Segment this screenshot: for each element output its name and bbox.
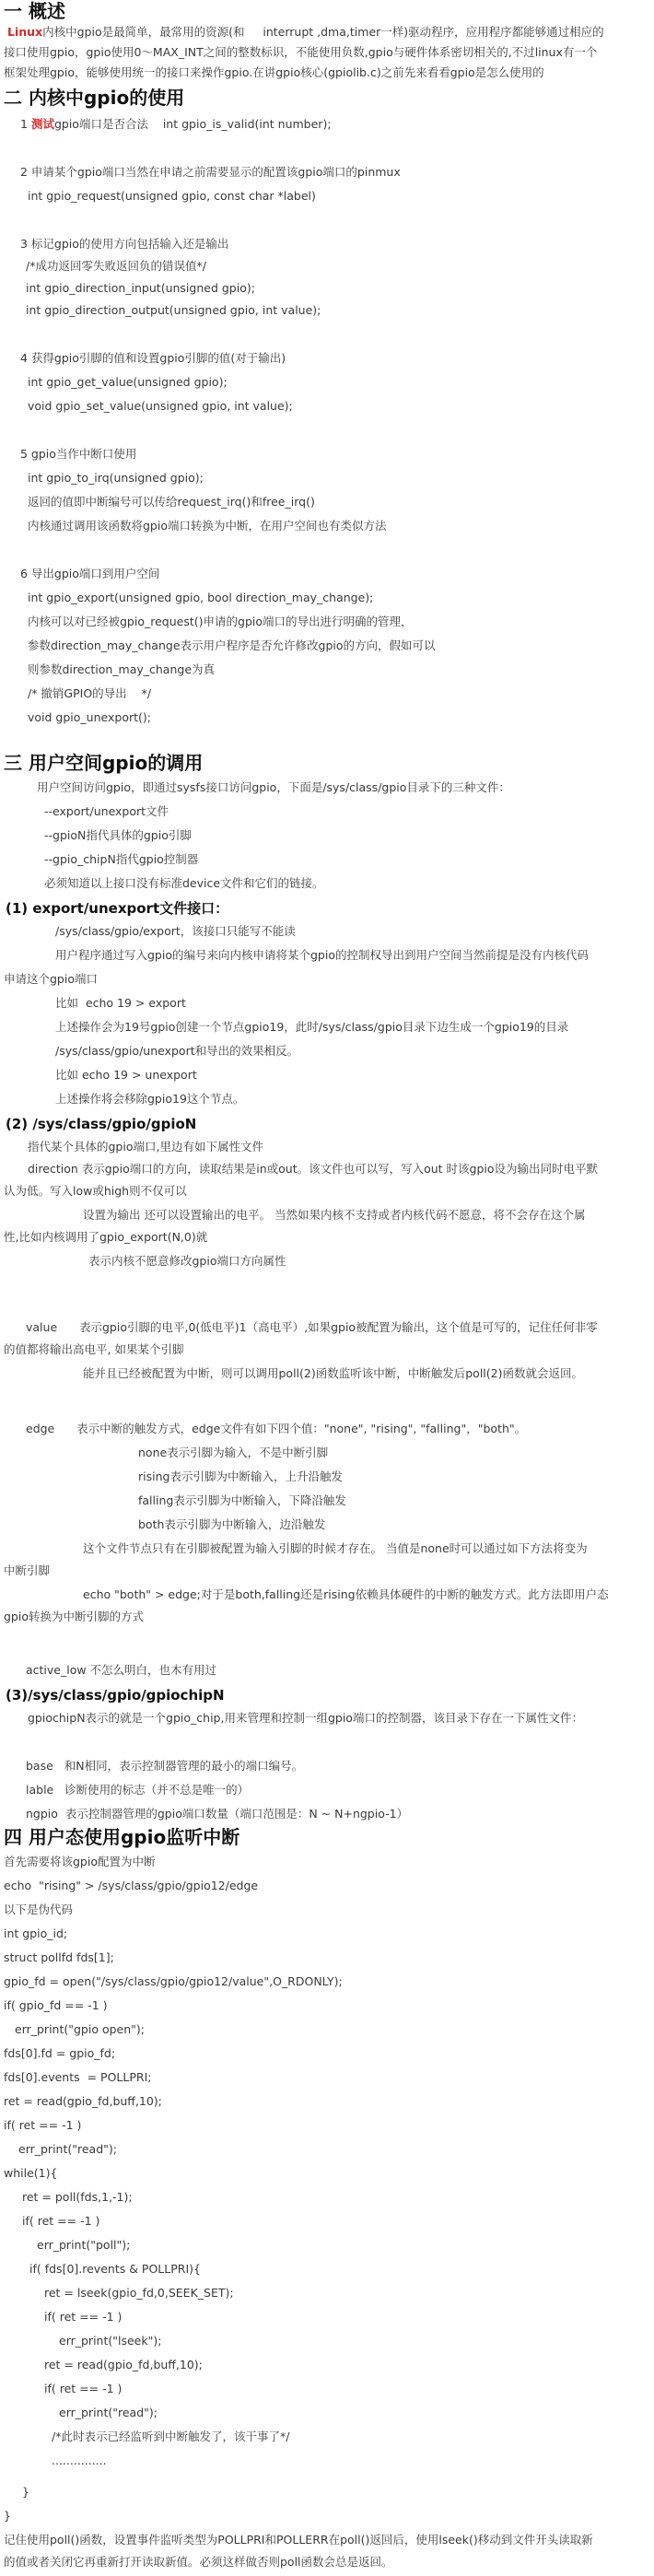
text-run: 参数direction_may_change表示用户程序是否允许修改gpio的方向，假如可以 <box>28 638 436 652</box>
text-run: void gpio_unexport(); <box>28 710 151 724</box>
text-line <box>55 1043 298 1060</box>
text-line <box>4 1997 108 2014</box>
text-run: ret = read(gpio_fd,buff,10); <box>4 2094 162 2108</box>
text-line <box>26 1758 303 1774</box>
text-line <box>4 2069 151 2086</box>
text-line <box>22 2189 133 2206</box>
text-line <box>28 1161 598 1177</box>
text-run: --gpio_chipN指代gpio控制器 <box>44 852 199 866</box>
text-run: if( ret == -1 ) <box>22 2214 100 2228</box>
text-run: rising表示引脚为中断输入，上升沿触发 <box>138 1469 343 1483</box>
text-line <box>28 685 151 702</box>
text-run: if( ret == -1 ) <box>44 2382 123 2395</box>
text-line <box>44 2357 203 2373</box>
text-line <box>7 24 604 41</box>
text-line <box>28 709 151 726</box>
text-run: echo "rising" > /sys/class/gpio/gpio12/edge <box>4 1879 259 1892</box>
text-run: 三 用户空间gpio的调用 <box>4 752 204 774</box>
text-line <box>28 1710 583 1727</box>
text-run: err_print("gpio open"); <box>15 2022 145 2036</box>
text-run: 这个文件节点只有在引脚被配置为输入引脚的时候才存在。 当值是none时可以通过如下方法将变为 <box>83 1541 588 1555</box>
text-line <box>83 1365 583 1382</box>
text-run: 用户程序通过写入gpio的编号来向内核申请将某个gpio的控制权导出到用户空间当然前提是没有内核代码 <box>55 948 589 962</box>
text-line <box>44 851 198 868</box>
text-line <box>37 2237 130 2254</box>
text-line <box>52 2429 289 2445</box>
text-run: int gpio_direction_input(unsigned gpio); <box>26 281 255 295</box>
text-run: int gpio_request(unsigned gpio, const char *label) <box>28 189 316 203</box>
text-run: 上述操作会为19号gpio创建一个节点gpio19，此时/sys/class/gpio目录下边生成一个gpio19的目录 <box>55 1020 569 1034</box>
text-line <box>20 350 286 367</box>
text-line <box>4 64 544 81</box>
text-line <box>55 995 186 1012</box>
text-line <box>55 1067 197 1083</box>
text-run: 中断引脚 <box>4 1563 51 1577</box>
text-line <box>28 470 204 486</box>
section-heading <box>4 0 65 22</box>
text-run: value 表示gpio引脚的电平,0(低电平)1（高电平）,如果gpio被配置为输出，这个值是可写的，记住任何非零 <box>26 1320 598 1334</box>
text-line <box>4 2045 115 2062</box>
text-run: ret = lseek(gpio_fd,0,SEEK_SET); <box>44 2286 234 2300</box>
text-line <box>138 1445 328 1461</box>
text-run: 内核中gpio是最简单，最常用的资源(和 interrupt ,dma,timer一样)驱动程序，应用程序都能够通过相应的 <box>42 25 604 39</box>
text-line <box>138 1516 325 1533</box>
text-line <box>4 1609 144 1625</box>
text-line <box>4 1950 114 1966</box>
text-run: fds[0].events = POLLPRI; <box>4 2070 152 2084</box>
text-line <box>28 188 316 205</box>
text-line <box>28 1139 263 1155</box>
text-run: 6 导出gpio端口到用户空间 <box>20 567 160 580</box>
text-line <box>4 2532 593 2548</box>
text-run: err_print("poll"); <box>37 2238 131 2252</box>
text-line <box>20 164 401 181</box>
text-line <box>4 2554 393 2570</box>
text-run: /*此时表示已经监听到中断触发了，该干事了*/ <box>52 2430 290 2443</box>
text-line <box>20 236 228 252</box>
text-run: /sys/class/gpio/export，该接口只能写不能读 <box>55 924 296 938</box>
text-run: if( gpio_fd == -1 ) <box>4 1998 108 2012</box>
text-run: int gpio_to_irq(unsigned gpio); <box>28 471 204 485</box>
text-line <box>4 1183 187 1200</box>
text-run: /sys/class/gpio/unexport和导出的效果相反。 <box>55 1044 299 1058</box>
text-line <box>44 875 324 892</box>
text-run: 2 申请某个gpio端口当然在申请之前需要显示的配置该gpio端口的pinmux <box>20 165 401 179</box>
text-run: 4 获得gpio引脚的值和设置gpio引脚的值(对于输出) <box>20 351 286 365</box>
section-heading <box>4 87 184 109</box>
text-run: 指代某个具体的gpio端口,里边有如下属性文件 <box>28 1140 263 1153</box>
text-line <box>20 566 159 582</box>
text-run: 表示内核不愿意修改gpio端口方向属性 <box>88 1254 286 1268</box>
text-run: if( fds[0].revents & POLLPRI){ <box>29 2262 201 2276</box>
text-line <box>44 827 192 844</box>
text-run: /*成功返回零失败返回负的错误值*/ <box>26 259 206 273</box>
text-run: 则参数direction_may_change为真 <box>28 662 216 676</box>
text-line <box>26 302 321 319</box>
text-run: ............... <box>52 2453 107 2467</box>
text-run: 的值都将输出高电平, 如果某个引脚 <box>4 1342 184 1356</box>
text-run: 内核通过调用该函数将gpio端口转换为中断，在用户空间也有类似方法 <box>28 519 387 533</box>
text-run: if( ret == -1 ) <box>44 2310 123 2324</box>
text-line <box>4 971 98 988</box>
text-line <box>44 2285 234 2301</box>
text-run: falling表示引脚为中断输入，下降沿触发 <box>138 1493 346 1507</box>
text-run: while(1){ <box>4 2166 58 2180</box>
text-line <box>28 590 373 606</box>
text-line <box>55 947 589 964</box>
text-line <box>28 638 436 654</box>
text-line <box>26 280 255 297</box>
text-run: 内核可以对已经被gpio_request()申请的gpio端口的导出进行明确的管理， <box>28 615 413 628</box>
text-run: 比如 echo 19 > export <box>55 996 186 1010</box>
text-run: direction 表示gpio端口的方向，读取结果是in或out。该文件也可以写，写入out 时该gpio设为输出同时电平默 <box>28 1162 599 1176</box>
text-run: int gpio_export(unsigned gpio, bool direction_may_change); <box>28 591 374 604</box>
text-line <box>83 1540 588 1557</box>
text-line <box>44 2309 122 2325</box>
text-run: both表示引脚为中断输入，边沿触发 <box>138 1517 326 1531</box>
text-run: err_print("read"); <box>59 2406 158 2419</box>
text-line <box>37 779 510 796</box>
subsection-heading <box>6 899 228 918</box>
text-run: 5 gpio当作中断口使用 <box>20 447 137 461</box>
text-line <box>59 2333 161 2349</box>
text-line <box>4 1902 73 1918</box>
text-line <box>4 2093 162 2110</box>
text-line <box>26 1806 408 1822</box>
text-run: base 和N相同，表示控制器管理的最小的端口编号。 <box>26 1759 304 1773</box>
text-line <box>4 1341 183 1358</box>
text-line <box>83 1207 585 1224</box>
text-line <box>4 1854 156 1870</box>
text-run: 3 标记gpio的使用方向包括输入还是输出 <box>20 237 229 251</box>
text-line <box>55 1091 244 1107</box>
text-line <box>55 923 296 940</box>
text-run: gpiochipN表示的就是一个gpio_chip,用来管理和控制一组gpio端口的控制器，该目录下存在一下属性文件： <box>28 1711 583 1725</box>
text-run: } <box>4 2509 11 2523</box>
text-line <box>15 2021 145 2038</box>
highlight-text: Linux <box>7 25 43 39</box>
text-run: lable 诊断使用的标志（并不总是唯一的） <box>26 1783 250 1797</box>
text-run: 性,比如内核调用了gpio_export(N,0)就 <box>4 1230 208 1244</box>
text-line <box>83 1587 609 1603</box>
text-line <box>26 1421 526 1437</box>
text-line <box>4 1973 343 1990</box>
text-run: edge 表示中断的触发方式，edge文件有如下四个值："none", "rising", "falling"，"both"。 <box>26 1422 527 1435</box>
text-run: int gpio_get_value(unsigned gpio); <box>28 375 228 389</box>
text-run: active_low 不怎么明白，也木有用过 <box>26 1663 217 1677</box>
text-run: 必须知道以上接口没有标准device文件和它们的链接。 <box>44 876 324 890</box>
text-line <box>28 662 215 678</box>
text-line <box>26 1782 249 1798</box>
text-run: (3)/sys/class/gpio/gpiochipN <box>6 1687 225 1704</box>
text-line <box>52 2453 107 2469</box>
text-run: gpio_fd = open("/sys/class/gpio/gpio12/value",O_RDONLY); <box>4 1974 343 1988</box>
text-line <box>4 1878 258 1894</box>
text-line <box>4 2165 57 2182</box>
text-line <box>88 1253 286 1270</box>
text-line <box>18 2141 117 2158</box>
text-run: --gpioN指代具体的gpio引脚 <box>44 828 192 842</box>
text-run: } <box>22 2485 29 2499</box>
text-line <box>4 2508 11 2524</box>
text-line <box>29 2261 201 2277</box>
highlight-text: 测试 <box>30 117 54 131</box>
text-run: int gpio_id; <box>4 1926 68 1940</box>
text-line <box>55 1019 568 1036</box>
text-line <box>22 2484 29 2500</box>
text-run: 四 用户态使用gpio监听中断 <box>4 1826 240 1848</box>
text-line <box>138 1493 346 1509</box>
text-run: 用户空间访问gpio，即通过sysfs接口访问gpio，下面是/sys/class/gpio目录下的三种文件： <box>37 780 510 794</box>
text-run: gpio转换为中断引脚的方式 <box>4 1610 144 1623</box>
text-line <box>22 2213 99 2230</box>
text-line <box>28 374 228 391</box>
text-run: 二 内核中gpio的使用 <box>4 87 185 109</box>
text-run: struct pollfd fds[1]; <box>4 1950 114 1964</box>
text-line <box>28 614 413 630</box>
text-run: ret = poll(fds,1,-1); <box>22 2190 133 2204</box>
text-line <box>59 2405 158 2421</box>
text-run: gpio端口是否合法 int gpio_is_valid(int number); <box>53 117 332 131</box>
text-run: 认为低。写入low或high则不仅可以 <box>4 1184 187 1198</box>
text-run: 框架处理gpio，能够使用统一的接口来操作gpio.在讲gpio核心(gpiolib.c)之前先来看看gpio是怎么使用的 <box>4 65 544 79</box>
text-line <box>28 398 293 415</box>
text-line <box>26 1662 216 1679</box>
text-line <box>28 518 387 534</box>
text-line <box>44 803 169 820</box>
text-run: /* 撤销GPIO的导出 */ <box>28 686 152 700</box>
text-run: --export/unexport文件 <box>44 804 169 818</box>
text-run: 接口使用gpio，gpio使用0～MAX_INT之间的整数标识，不能使用负数,gpio与硬件体系密切相关的,不过linux有一个 <box>4 45 598 59</box>
text-line <box>20 116 332 133</box>
text-run: 1 <box>20 117 31 131</box>
text-run: ngpio 表示控制器管理的gpio端口数量（端口范围是：N ~ N+ngpio-1） <box>26 1807 409 1821</box>
text-run: void gpio_set_value(unsigned gpio, int value); <box>28 399 293 413</box>
text-run: 以下是伪代码 <box>4 1903 74 1916</box>
text-line <box>28 494 315 510</box>
text-run: err_print("read"); <box>18 2142 117 2156</box>
text-line <box>4 44 597 61</box>
text-line <box>4 1926 67 1942</box>
text-run: 一 概述 <box>4 0 65 22</box>
section-heading <box>4 752 203 774</box>
text-run: int gpio_direction_output(unsigned gpio, int value); <box>26 303 321 317</box>
text-line <box>44 2381 122 2397</box>
text-line <box>20 446 136 463</box>
text-run: if( ret == -1 ) <box>4 2118 82 2132</box>
section-heading <box>4 1826 239 1848</box>
text-line <box>138 1469 343 1485</box>
text-run: 上述操作将会移除gpio19这个节点。 <box>55 1092 245 1106</box>
text-line <box>4 2117 81 2134</box>
subsection-heading <box>6 1686 225 1704</box>
text-line <box>26 1319 598 1336</box>
text-run: none表示引脚为输入，不是中断引脚 <box>138 1446 329 1459</box>
text-run: (2) /sys/class/gpio/gpioN <box>6 1116 197 1132</box>
text-line <box>4 1563 50 1579</box>
text-run: 返回的值即中断编号可以传给request_irq()和free_irq() <box>28 495 315 509</box>
text-run: ret = read(gpio_fd,buff,10); <box>44 2358 203 2371</box>
text-run: 比如 echo 19 > unexport <box>55 1068 197 1082</box>
text-line <box>4 1229 207 1246</box>
subsection-heading <box>6 1115 196 1133</box>
text-run: 的值或者关闭它再重新打开读取新值。必须这样做否则poll函数会总是返回。 <box>4 2555 393 2569</box>
text-run: fds[0].fd = gpio_fd; <box>4 2046 116 2060</box>
text-run: (1) export/unexport文件接口： <box>6 900 229 917</box>
text-line <box>26 258 206 275</box>
text-run: 首先需要将该gpio配置为中断 <box>4 1855 156 1868</box>
text-run: 记住使用poll()函数，设置事件监听类型为POLLPRI和POLLERR在poll()返回后，使用lseek()移动到文件开头读取新 <box>4 2533 593 2547</box>
text-run: echo "both" > edge;对于是both,falling还是rising依赖具体硬件的中断的触发方式。此方法即用户态 <box>83 1587 609 1601</box>
text-run: 设置为输出 还可以设置输出的电平。 当然如果内核不支持或者内核代码不愿意，将不会存在这个属 <box>83 1208 586 1222</box>
text-run: 能并且已经被配置为中断，则可以调用poll(2)函数监听该中断，中断触发后poll(2)函数就会返回。 <box>83 1366 583 1380</box>
text-run: err_print("lseek"); <box>59 2334 162 2348</box>
text-run: 申请这个gpio端口 <box>4 972 98 986</box>
